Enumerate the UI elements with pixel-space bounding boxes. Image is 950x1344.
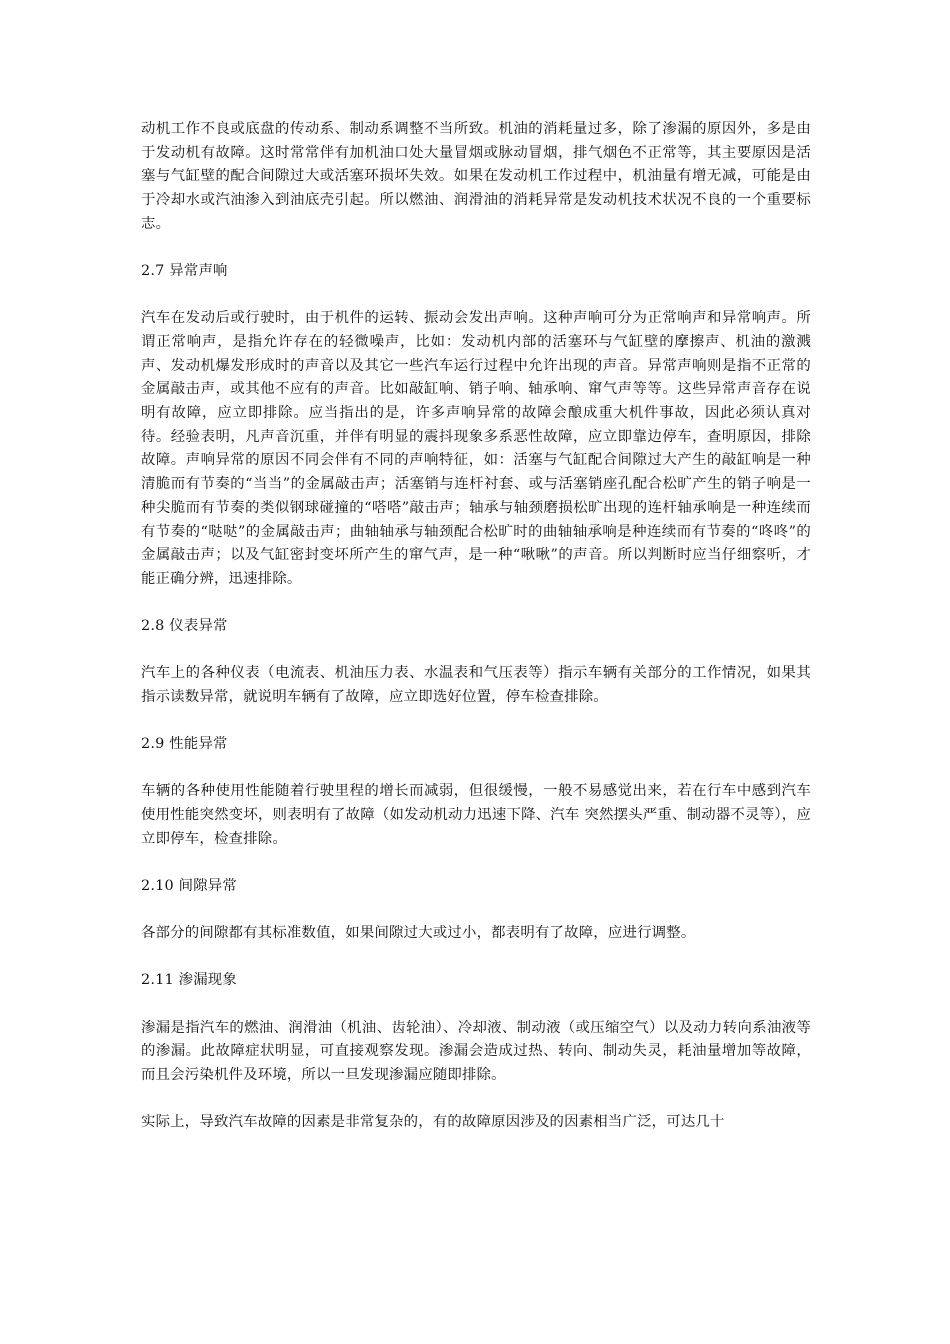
intro-paragraph: 动机工作不良或底盘的传动系、制动系调整不当所致。机油的消耗量过多，除了渗漏的原因外，多是由于发动机有故障。这时常常伴有加机油口处大量冒烟或脉动冒烟，排气烟色不正常等，其主要原因是活塞与气缸壁的配合间隙过大或活塞环损坏失效。如果在发动机工作过程中，机油量有增无减，可能是由于冷却水或汽油渗入到油底壳引起。所以燃油、润滑油的消耗异常是发动机技术状况不良的一个重要标志。 — [141, 121, 811, 232]
section-2-7-heading: 2.7 异常声响 — [141, 262, 228, 279]
section-2-8-paragraph: 汽车上的各种仪表（电流表、机油压力表、水温表和气压表等）指示车辆有关部分的工作情况，如果其指示读数异常，就说明车辆有了故障，应立即选好位置，停车检查排除。 — [141, 665, 811, 706]
section-2-10-heading: 2.10 间隙异常 — [141, 877, 237, 894]
closing-paragraph: 实际上，导致汽车故障的因素是非常复杂的，有的故障原因涉及的因素相当广泛，可达几十 — [141, 1113, 725, 1130]
section-2-10-paragraph: 各部分的间隙都有其标准数值，如果间隙过大或过小，都表明有了故障，应进行调整。 — [141, 925, 696, 942]
section-2-11-heading: 2.11 渗漏现象 — [141, 971, 237, 988]
section-2-11-paragraph: 渗漏是指汽车的燃油、润滑油（机油、齿轮油）、冷却液、制动液（或压缩空气）以及动力转向系油液等的渗漏。此故障症状明显，可直接观察发现。渗漏会造成过热、转向、制动失灵，耗油量增加等故障，而且会污染机件及环境，所以一旦发现渗漏应随即排除。 — [141, 1019, 811, 1084]
section-2-7-paragraph: 汽车在发动后或行驶时，由于机件的运转、振动会发出声响。这种声响可分为正常响声和异常响声。所谓正常响声，是指允许存在的轻微噪声，比如：发动机内部的活塞环与气缸壁的摩擦声、机油的激溅声、发动机爆发形成时的声音以及其它一些汽车运行过程中允许出现的声音。异常声响则是指不正常的金属敲击声，或其他不应有的声音。比如敲缸响、销子响、轴承响、窜气声等等。这些异常声音存在说明有故障，应立即排除。应当指出的是，许多声响异常的故障会酿成重大机件事故，因此必须认真对待。经验表明，凡声音沉重，并伴有明显的震抖现象多系恶性故障，应立即靠边停车，查明原因，排除故障。声响异常的原因不同会伴有不同的声响特征，如：活塞与气缸配合间隙过大产生的敲缸响是一种清脆而有节奏的“当当”的金属敲击声；活塞销与连杆衬套、或与活塞销座孔配合松旷产生的销子响是一种尖脆而有节奏的类似钢球碰撞的“嗒嗒”敲击声；轴承与轴颈磨损松旷出现的连杆轴承响是一种连续而有节奏的“哒哒”的金属敲击声；曲轴轴承与轴颈配合松旷时的曲轴轴承响是种连续而有节奏的“咚咚”的金属敲击声；以及气缸密封变坏所产生的窜气声，是一种“啾啾”的声音。所以判断时应当仔细察听，才能正确分辨，迅速排除。 — [141, 310, 811, 587]
section-2-8-heading: 2.8 仪表异常 — [141, 617, 228, 634]
section-2-9-paragraph: 车辆的各种使用性能随着行驶里程的增长而减弱，但很缓慢，一般不易感觉出来，若在行车中感到汽车使用性能突然变坏，则表明有了故障（如发动机动力迅速下降、汽车 突然摆头严重、制动器不灵等），应立即停车，检查排除。 — [141, 783, 811, 847]
section-2-9-heading: 2.9 性能异常 — [141, 735, 228, 752]
document-page — [141, 118, 811, 1135]
